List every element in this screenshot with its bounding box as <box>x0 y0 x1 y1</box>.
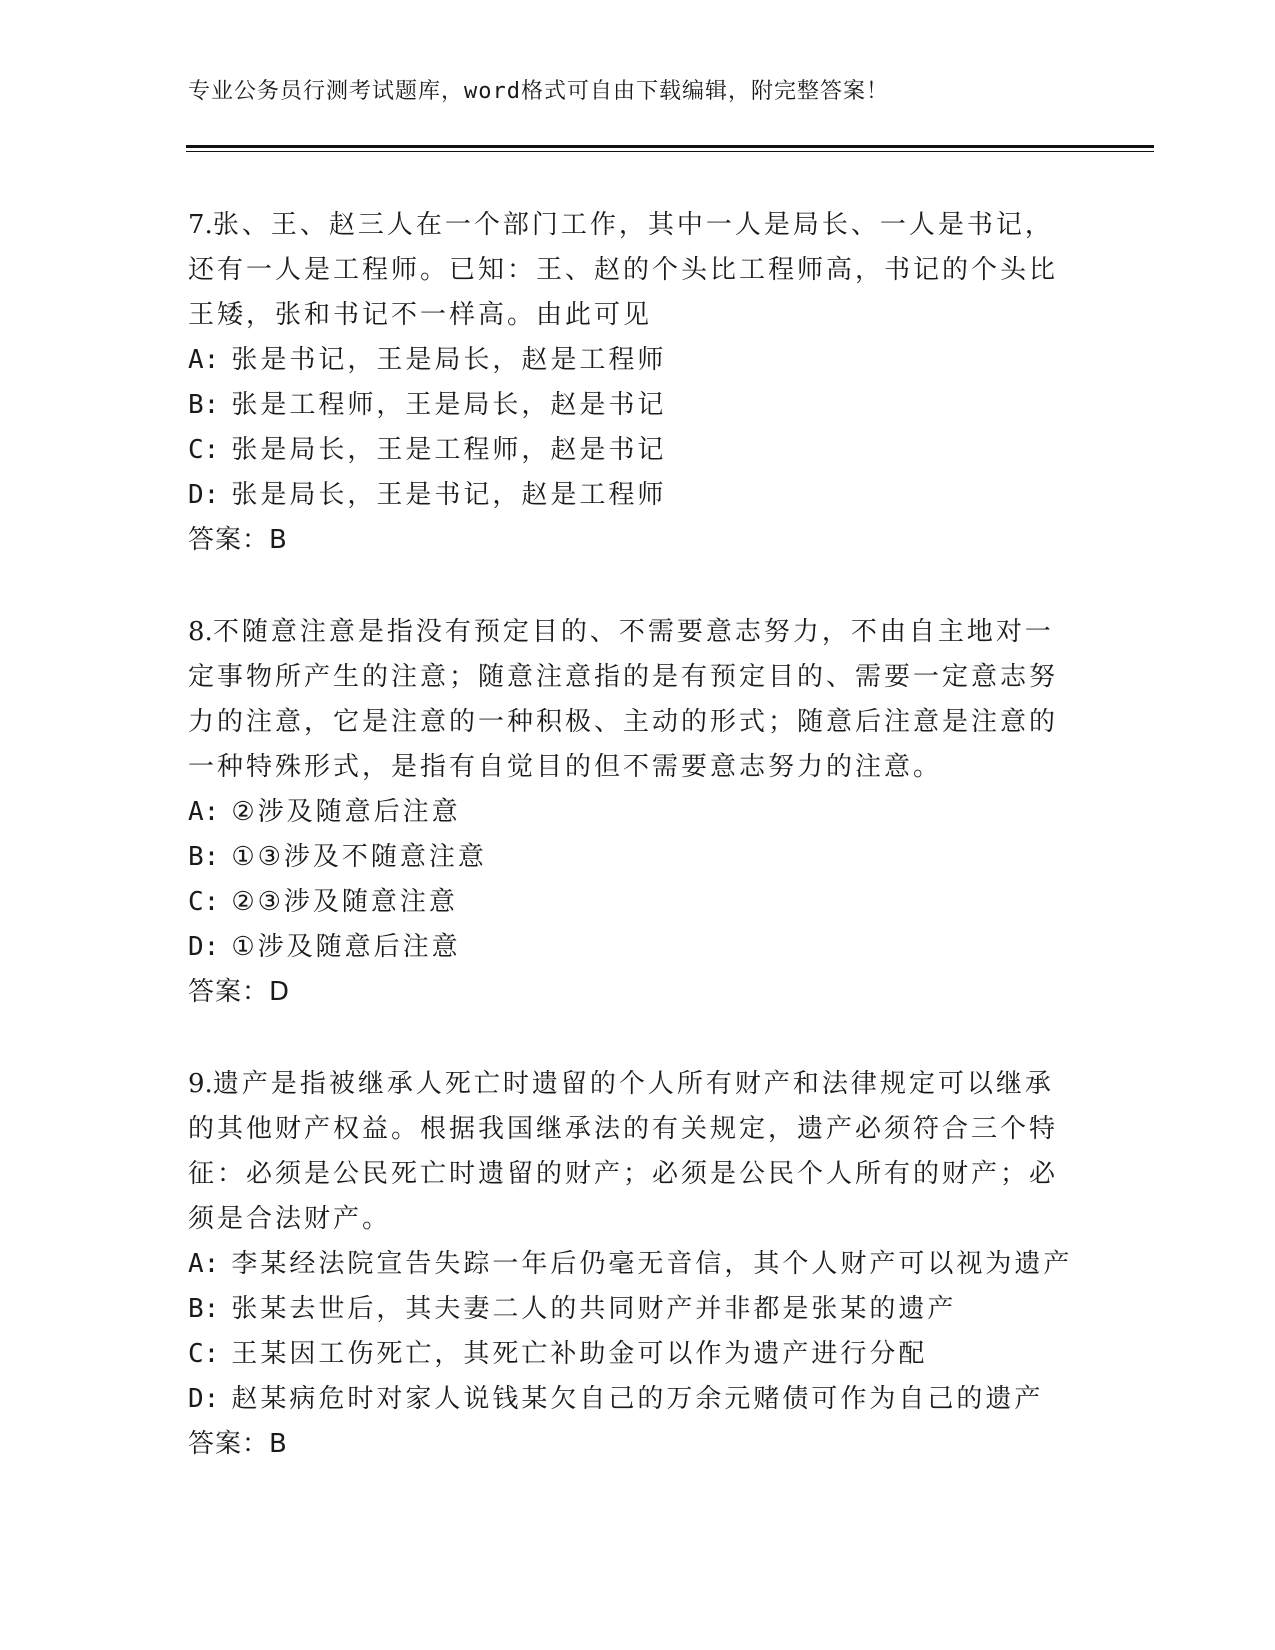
option-d <box>188 925 1088 970</box>
question-stem <box>188 610 1088 790</box>
question-8 <box>188 610 1088 1015</box>
option-b <box>188 1287 1088 1332</box>
question-7 <box>188 203 1088 563</box>
stem-line: 不随意注意是指没有预定目的、不需要意志努力，不由自主地对一 <box>212 617 1054 647</box>
option-a <box>188 1242 1088 1287</box>
stem-line: 力的注意，它是注意的一种积极、主动的形式；随意后注意是注意的 <box>188 707 1059 737</box>
option-key: B: <box>188 842 220 872</box>
option-text: ①③涉及不随意注意 <box>231 842 487 872</box>
option-key: B: <box>188 390 220 420</box>
option-text: ②涉及随意后注意 <box>231 797 461 827</box>
answer: 答案：D <box>188 977 291 1007</box>
option-key: A: <box>188 1249 220 1279</box>
option-c <box>188 428 1088 473</box>
option-key: C: <box>188 887 220 917</box>
stem-line: 的其他财产权益。根据我国继承法的有关规定，遗产必须符合三个特 <box>188 1114 1059 1144</box>
option-c <box>188 1332 1088 1377</box>
question-stem <box>188 1062 1088 1242</box>
option-b <box>188 835 1088 880</box>
option-text: 李某经法院宣告失踪一年后仍毫无音信，其个人财产可以视为遗产 <box>231 1249 1073 1279</box>
option-key: D: <box>188 932 220 962</box>
option-list <box>188 1242 1088 1422</box>
header-text: 专业公务员行测考试题库，word格式可自由下载编辑，附完整答案！ <box>188 79 889 104</box>
option-key: C: <box>188 435 220 465</box>
option-text: ②③涉及随意注意 <box>231 887 458 917</box>
option-a <box>188 338 1088 383</box>
header-rule-thin <box>186 151 1154 152</box>
stem-line: 张、王、赵三人在一个部门工作，其中一人是局长、一人是书记， <box>212 210 1054 240</box>
option-key: A: <box>188 797 220 827</box>
option-key: B: <box>188 1294 220 1324</box>
stem-line: 王矮，张和书记不一样高。由此可见 <box>188 300 653 330</box>
stem-line: 遗产是指被继承人死亡时遗留的个人所有财产和法律规定可以继承 <box>212 1069 1054 1099</box>
option-text: 张是局长，王是工程师，赵是书记 <box>231 435 667 465</box>
option-text: 张是书记，王是局长，赵是工程师 <box>231 345 667 375</box>
option-text: 张是工程师，王是局长，赵是书记 <box>231 390 667 420</box>
option-key: D: <box>188 480 220 510</box>
option-text: 赵某病危时对家人说钱某欠自己的万余元赌债可作为自己的遗产 <box>231 1384 1044 1414</box>
question-stem <box>188 203 1088 338</box>
answer: 答案：B <box>188 1429 288 1459</box>
option-text: 王某因工伤死亡，其死亡补助金可以作为遗产进行分配 <box>231 1339 928 1369</box>
option-a <box>188 790 1088 835</box>
option-text: 张是局长，王是书记，赵是工程师 <box>231 480 667 510</box>
option-key: A: <box>188 345 220 375</box>
question-9 <box>188 1062 1088 1467</box>
option-text: 张某去世后，其夫妻二人的共同财产并非都是张某的遗产 <box>231 1294 957 1324</box>
stem-line: 一种特殊形式，是指有自觉目的但不需要意志努力的注意。 <box>188 752 943 782</box>
option-d <box>188 473 1088 518</box>
stem-line: 还有一人是工程师。已知：王、赵的个头比工程师高，书记的个头比 <box>188 255 1059 285</box>
option-list <box>188 790 1088 970</box>
option-list <box>188 338 1088 518</box>
option-text: ①涉及随意后注意 <box>231 932 461 962</box>
question-number: 8. <box>188 617 213 647</box>
header-rule-thick <box>186 145 1154 148</box>
option-c <box>188 880 1088 925</box>
option-d <box>188 1377 1088 1422</box>
option-key: C: <box>188 1339 220 1369</box>
question-number: 9. <box>188 1069 213 1099</box>
question-number: 7. <box>188 210 213 240</box>
option-b <box>188 383 1088 428</box>
stem-line: 定事物所产生的注意；随意注意指的是有预定目的、需要一定意志努 <box>188 662 1059 692</box>
option-key: D: <box>188 1384 220 1414</box>
stem-line: 征：必须是公民死亡时遗留的财产；必须是公民个人所有的财产；必 <box>188 1159 1059 1189</box>
answer: 答案：B <box>188 525 288 555</box>
stem-line: 须是合法财产。 <box>188 1204 392 1234</box>
